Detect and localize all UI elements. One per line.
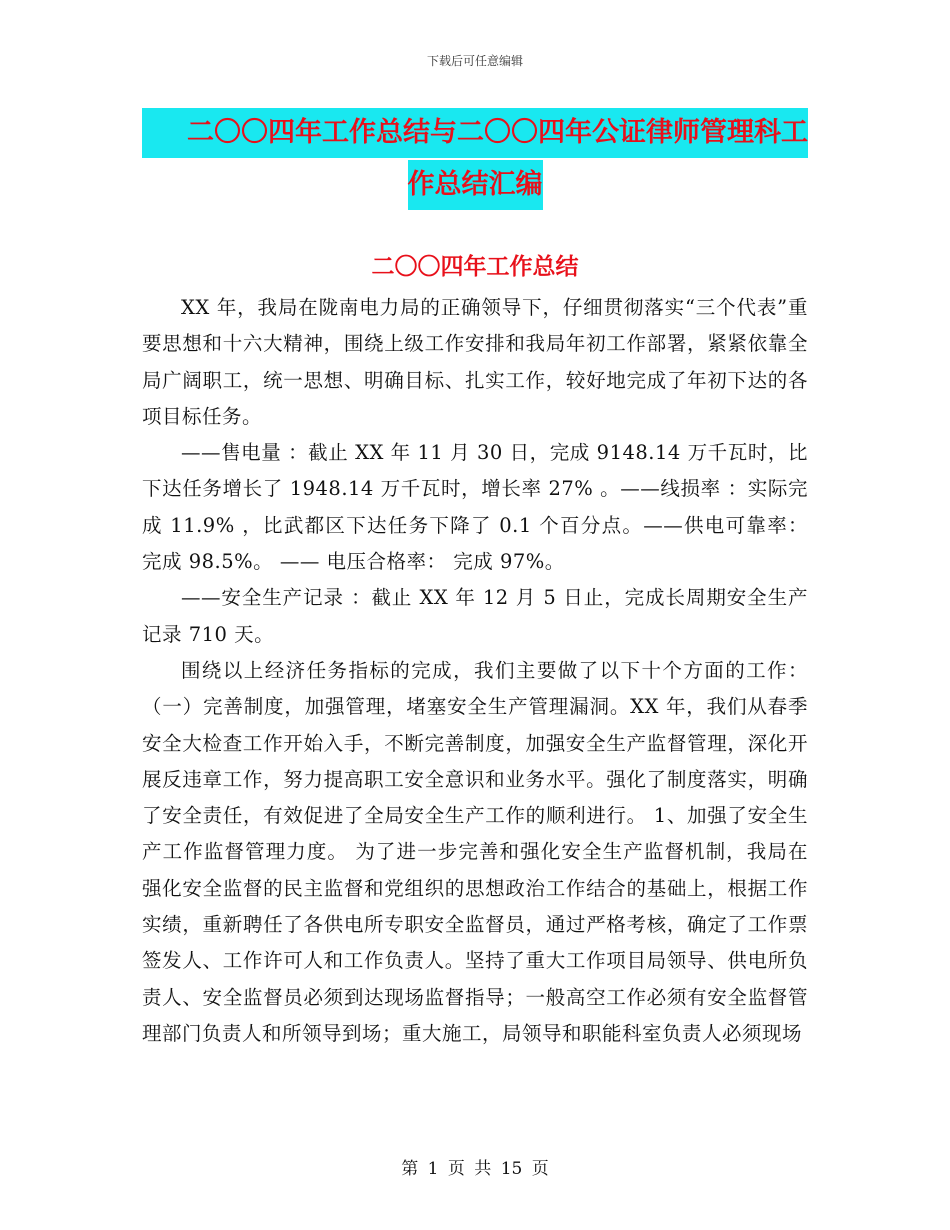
paragraph: 围绕以上经济任务指标的完成，我们主要做了以下十个方面的工作： （一）完善制度，加强管理，堵塞安全生产管理漏洞。XX 年，我们从春季安全大检查工作开始入手，不断完善制度，加强安全生产监督管理，深化开展反违章工作，努力提高职工安全意识和业务水平。强化了制度落实，明确了安全责任，有效促进了全局安全生产工作的顺利进行。 1、加强了安全生产工作监督管理力度。 为了进一步完善和强化安全生产监督机制，我局在强化安全监督的民主监督和党组织的思想政治工作结合的基础上，根据工作实绩，重新聘任了各供电所专职安全监督员，通过严格考核，确定了工作票签发人、工作许可人和工作负责人。坚持了重大工作项目局领导、供电所负责人、安全监督员必须到达现场监督指导；一般高空工作必须有安全监督管理部门负责人和所领导到场；重大施工，局领导和职能科室负责人必须现场 (142, 658, 808, 1045)
title-line-1: 二〇〇四年工作总结与二〇〇四年公证律师管理科工 (187, 117, 808, 148)
document-title (142, 108, 808, 210)
page-footer: 第 1 页 共 15 页 (401, 1159, 549, 1179)
paragraph: ——售电量 ：截止 XX 年 11 月 30 日，完成 9148.14 万千瓦时，比下达任务增长了 1948.14 万千瓦时，增长率 27% 。——线损率 ：实际完成 11.9% ，比武都区下达任务下降了 0.1 个百分点。——供电可靠率： 完成 98.5%。 —— 电压合格率： 完成 97%。 (142, 441, 808, 574)
section-title: 二〇〇四年工作总结 (371, 254, 579, 280)
body-text (142, 290, 808, 1052)
paragraph: XX 年，我局在陇南电力局的正确领导下，仔细贯彻落实“三个代表”重要思想和十六大精神，围绕上级工作安排和我局年初工作部署，紧紧依靠全局广阔职工，统一思想、明确目标、扎实工作，较好地完成了年初下达的各项目标任务。 (142, 296, 808, 428)
paragraph: ——安全生产记录 ：截止 XX 年 12 月 5 日止，完成长周期安全生产记录 710 天。 (142, 586, 808, 646)
header-note: 下载后可任意编辑 (426, 54, 523, 68)
title-line-2: 作总结汇编 (408, 160, 543, 210)
